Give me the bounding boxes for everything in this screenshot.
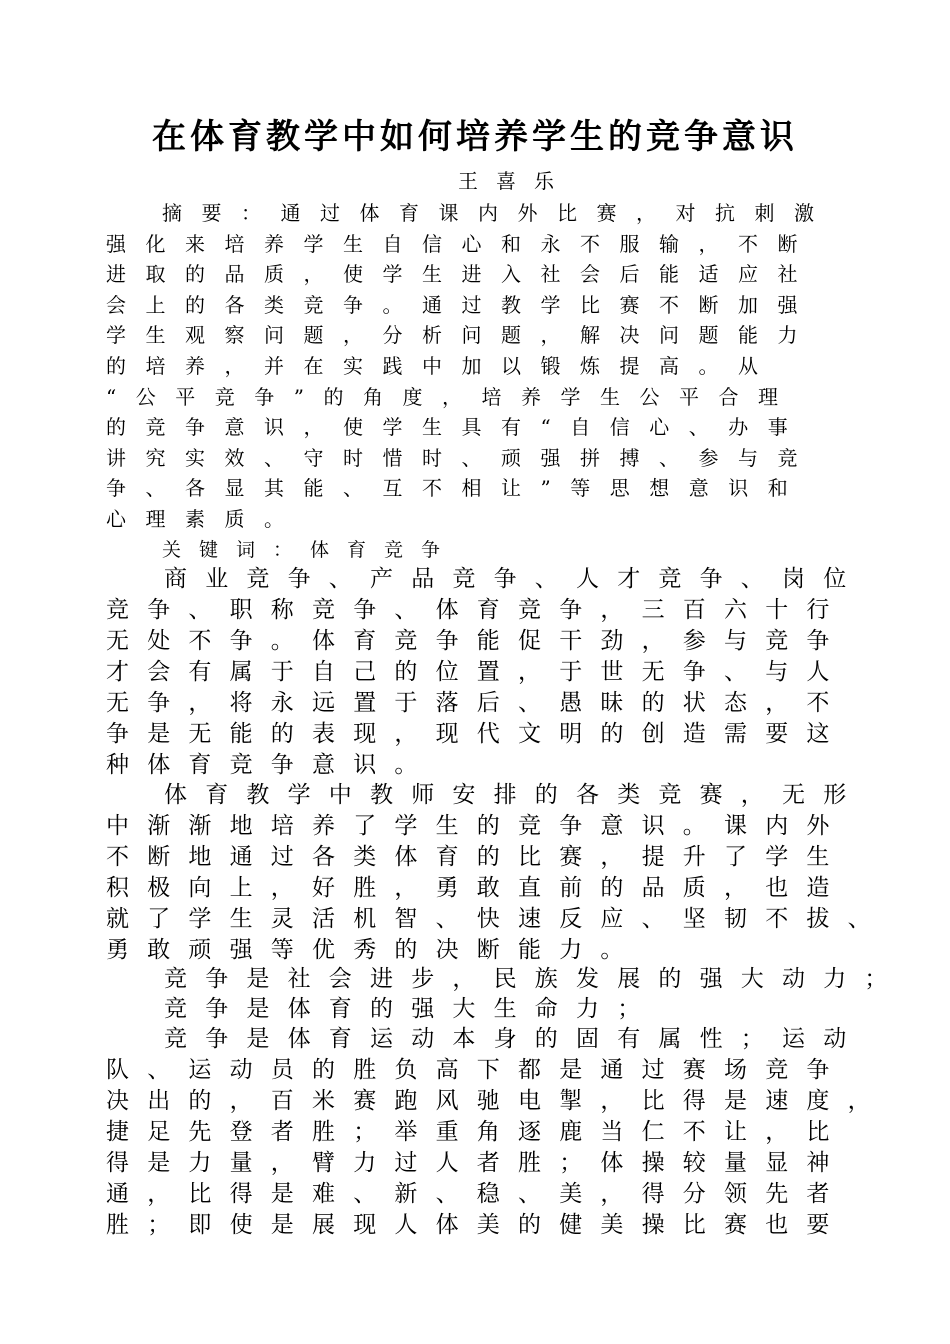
- paragraph-line: 胜；即使是展现人体美的健美操比赛也要: [106, 1212, 848, 1238]
- abstract-line: 进取的品质，使学生进入社会后能适应社: [106, 262, 817, 287]
- abstract-line: 讲究实效、守时惜时、顽强拼搏、参与竞: [106, 445, 817, 470]
- abstract-line: 的竞争意识，使学生具有“自信心、办事: [106, 415, 808, 440]
- paragraph-line: 不断地通过各类体育的比赛，提升了学生: [106, 844, 848, 870]
- paragraph-line: 决出的，百米赛跑风驰电掣，比得是速度，: [106, 1088, 889, 1114]
- body-paragraph: [106, 780, 889, 966]
- paragraph-line: 无争，将永远置于落后、愚昧的状态，不: [106, 690, 848, 716]
- abstract-line: 摘要：通过体育课内外比赛，对抗刺激: [162, 201, 834, 225]
- paragraph-line: 种体育竞争意识。: [106, 752, 436, 778]
- abstract-line: 学生观察问题，分析问题，解决问题能力: [106, 323, 817, 348]
- paragraph-line: 竞争是体育的强大生命力；: [164, 996, 659, 1022]
- paragraph-line: 捷足先登者胜；举重角逐鹿当仁不让，比: [106, 1119, 848, 1145]
- paragraph-line: 争是无能的表现，现代文明的创造需要这: [106, 721, 848, 747]
- abstract-line: 的培养，并在实践中加以锻炼提高。从: [106, 353, 778, 378]
- paragraph-line: 才会有属于自己的位置，于世无争、与人: [106, 659, 848, 685]
- keywords-line: 关键词：体育竞争: [162, 539, 459, 561]
- paragraph-line: 就了学生灵活机智、快速反应、坚韧不拔、: [106, 906, 889, 932]
- paragraph-line: 勇敢顽强等优秀的决断能力。: [106, 937, 642, 963]
- body-paragraph: [106, 964, 906, 995]
- abstract-line: “公平竞争”的角度，培养学生公平合理: [106, 384, 798, 409]
- body-paragraph: [106, 564, 866, 781]
- paragraph-line: 中渐渐地培养了学生的竞争意识。课内外: [106, 813, 848, 839]
- paragraph-line: 体育教学中教师安排的各类竞赛，无形: [164, 782, 865, 808]
- abstract-line: 强化来培养学生自信心和永不服输，不断: [106, 231, 817, 256]
- abstract-line: 心理素质。: [106, 506, 304, 531]
- paragraph-line: 竞争是体育运动本身的固有属性；运动: [164, 1026, 865, 1052]
- abstract-line: 争、各显其能、互不相让”等思想意识和: [106, 476, 808, 501]
- paragraph-line: 积极向上，好胜，勇敢直前的品质，也造: [106, 875, 848, 901]
- author-name: 王喜乐: [458, 169, 572, 193]
- paragraph-line: 无处不争。体育竞争能促干劲，参与竞争: [106, 628, 848, 654]
- paragraph-line: 队、运动员的胜负高下都是通过赛场竞争: [106, 1057, 848, 1083]
- paragraph-line: 得是力量，臂力过人者胜；体操较量显神: [106, 1150, 848, 1176]
- body-paragraph: [106, 1024, 889, 1241]
- body-paragraph: [106, 994, 866, 1025]
- paragraph-line: 竞争是社会进步，民族发展的强大动力；: [164, 966, 906, 992]
- paragraph-line: 竞争、职称竞争、体育竞争，三百六十行: [106, 597, 848, 623]
- paragraph-line: 通，比得是难、新、稳、美，得分领先者: [106, 1181, 848, 1207]
- document-title: 在体育教学中如何培养学生的竞争意识: [152, 117, 798, 157]
- paragraph-line: 商业竞争、产品竞争、人才竞争、岗位: [164, 566, 865, 592]
- abstract-section: [106, 198, 866, 535]
- abstract-line: 会上的各类竞争。通过教学比赛不断加强: [106, 292, 817, 317]
